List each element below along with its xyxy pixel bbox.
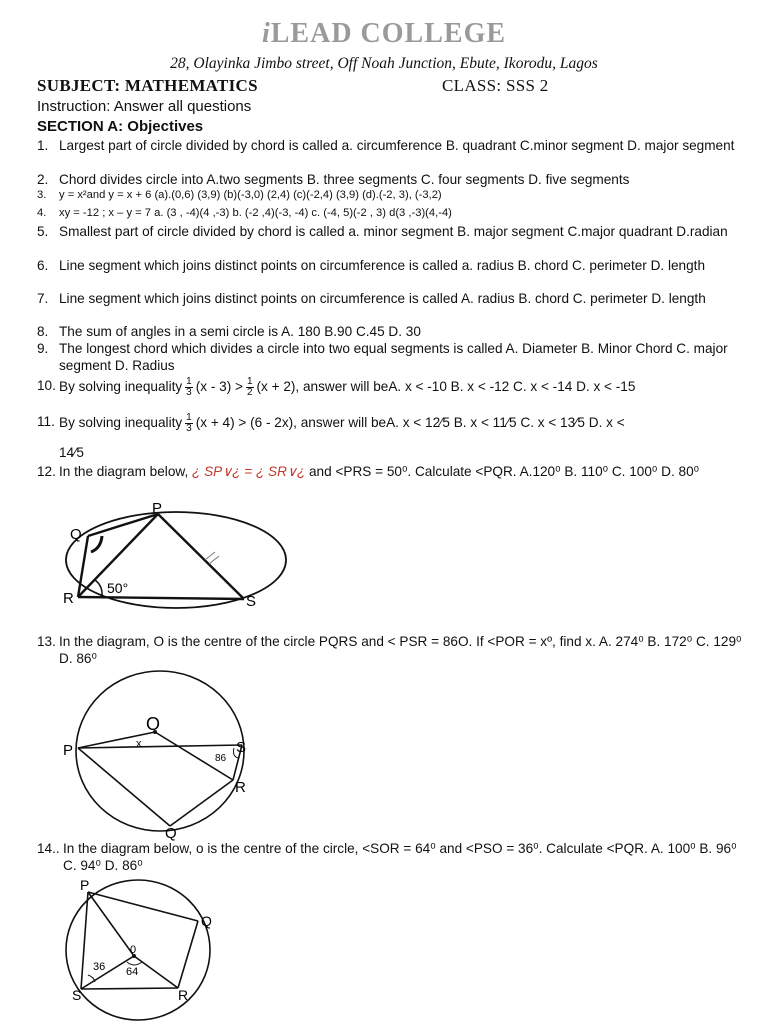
question-number: 13. xyxy=(37,634,56,649)
arc-notation: ¿ SP∨¿ = ¿ SR∨¿ xyxy=(192,464,306,479)
question-number: 3. xyxy=(37,189,47,201)
question-text: y = x²and y = x + 6 (a).(0,6) (3,9) (b)(-3,0) (2,4) (c)(-2,4) (3,9) (d).(-2, 3), (-3,2) xyxy=(59,189,442,201)
college-name xyxy=(0,18,768,50)
angle-arc-q xyxy=(91,536,102,552)
label-q: Q xyxy=(165,825,177,842)
question-number: 4. xyxy=(37,207,47,219)
label-s: S xyxy=(246,593,257,610)
label-p: P xyxy=(80,877,90,893)
label-p: P xyxy=(63,742,74,759)
question-8 xyxy=(37,323,749,340)
question-text: The sum of angles in a semi circle is A. 180 B.90 C.45 D. 30 xyxy=(59,324,421,339)
question-number: 2. xyxy=(37,172,49,187)
question-text: The longest chord which divides a circle into two equal segments is called A. Diameter B. Minor Chord C. major segment D. Radius xyxy=(59,341,728,373)
question-9 xyxy=(37,340,749,374)
question-13 xyxy=(37,633,749,667)
label-r: R xyxy=(178,987,189,1003)
question-text-part: and <PRS = 50⁰. Calculate <PQR. A.120⁰ B. 110⁰ C. 100⁰ D. 80⁰ xyxy=(308,464,700,479)
label-angle-50: 50° xyxy=(107,580,129,596)
question-12 xyxy=(37,463,749,480)
chord-ps xyxy=(158,514,244,599)
question-text-part: In the diagram below, xyxy=(59,464,189,479)
question-text: In the diagram, O is the centre of the circle PQRS and < PSR = 86O. If <POR = xº, find x. A. 274⁰ B. 172⁰ C. 129⁰ D. 86⁰ xyxy=(59,634,742,666)
fraction-numerator: 1 xyxy=(186,412,192,423)
fraction xyxy=(185,413,193,434)
college-name-prefix: i xyxy=(261,18,271,49)
question-7 xyxy=(37,290,749,307)
question-text: Chord divides circle into A.two segments B. three segments C. four segments D. five segments xyxy=(59,172,630,187)
fraction-denominator: 2 xyxy=(246,387,253,398)
question-text-part: By solving inequality xyxy=(59,379,183,395)
question-5 xyxy=(37,223,749,240)
chord-pq xyxy=(88,892,198,921)
question-4 xyxy=(37,206,749,221)
radius-op xyxy=(78,732,155,748)
equal-mark xyxy=(205,552,215,560)
label-angle-64: 64 xyxy=(126,966,139,978)
question-number: 10. xyxy=(37,378,56,393)
question-1 xyxy=(37,137,749,154)
label-r: R xyxy=(63,590,74,607)
question-text: Line segment which joins distinct points on circumference is called a. radius B. chord C. perimeter D. length xyxy=(59,258,706,273)
angle-arc-o xyxy=(127,962,142,965)
question-3 xyxy=(37,188,749,203)
question-2 xyxy=(37,171,749,188)
question-14 xyxy=(37,840,749,874)
chord-ps xyxy=(78,745,242,748)
label-o: O xyxy=(146,714,161,734)
question-number: 11. xyxy=(37,414,55,429)
question-number: 5. xyxy=(37,224,49,239)
instruction-text: Instruction: Answer all questions xyxy=(37,98,252,115)
subject-label: SUBJECT: MATHEMATICS xyxy=(37,76,258,95)
question-number: 6. xyxy=(37,258,49,273)
question-text xyxy=(59,463,749,480)
label-r: R xyxy=(235,779,246,796)
question-text: Largest part of circle divided by chord is called a. circumference B. quadrant C.minor segment D. major segment xyxy=(59,138,735,153)
question-text: Smallest part of circle divided by chord is called a. minor segment B. major segment C.major quadrant D.radian xyxy=(59,224,728,239)
fraction-numerator: 1 xyxy=(246,376,253,387)
diagram-q14 xyxy=(58,876,233,1021)
fraction-denominator: 3 xyxy=(186,387,192,398)
diagram-q13 xyxy=(60,664,260,842)
question-text-part: (x + 2), answer will beA. x < -10 B. x < -12 C. x < -14 D. x < -15 xyxy=(256,379,636,395)
question-11 xyxy=(37,413,749,434)
chord-sr xyxy=(81,988,178,989)
question-text: In the diagram below, o is the centre of the circle, <SOR = 64⁰ and <PSO = 36⁰. Calculate <PQR. A. 100⁰ B. 96⁰ C. 94⁰ D. 86⁰ xyxy=(63,841,737,873)
chord-qr xyxy=(178,921,198,988)
label-q: Q xyxy=(70,526,82,543)
question-text: Line segment which joins distinct points on circumference is called A. radius B. chord C. perimeter D. length xyxy=(59,291,706,306)
chord-pq xyxy=(78,748,170,826)
question-number: 12. xyxy=(37,464,56,479)
label-q: Q xyxy=(201,913,212,929)
question-text: xy = -12 ; x – y = 7 a. (3 , -4)(4 ,-3) b. (-2 ,4)(-3, -4) c. (-4, 5)(-2 , 3) d(3 ,-3)(4,-4) xyxy=(59,207,452,219)
question-text-part: By solving inequality xyxy=(59,415,183,431)
radius-or xyxy=(134,956,178,988)
question-text xyxy=(59,413,749,434)
fraction xyxy=(246,377,254,398)
question-11-continued xyxy=(37,444,749,461)
fraction-numerator: 1 xyxy=(186,376,192,387)
question-10 xyxy=(37,377,749,398)
label-angle-86: 86 xyxy=(215,753,227,764)
college-address: 28, Olayinka Jimbo street, Off Noah Junction, Ebute, Ikorodu, Lagos xyxy=(170,55,598,72)
chord-rs xyxy=(78,597,244,599)
question-text-part: (x + 4) > (6 - 2x), answer will beA. x < 12⁄5 B. x < 11⁄5 C. x < 13⁄5 D. x < xyxy=(195,415,625,431)
class-label: CLASS: SSS 2 xyxy=(442,76,549,95)
question-number: 9. xyxy=(37,341,49,356)
fraction xyxy=(185,377,193,398)
label-angle-36: 36 xyxy=(93,961,106,973)
section-heading: SECTION A: Objectives xyxy=(37,118,204,135)
question-text-part: 14⁄5 xyxy=(59,445,84,460)
label-s: S xyxy=(72,987,82,1003)
question-number: 1. xyxy=(37,138,49,153)
fraction-denominator: 3 xyxy=(186,423,192,434)
college-name-main: LEAD COLLEGE xyxy=(270,18,507,49)
question-6 xyxy=(37,257,749,274)
question-text-part: (x - 3) > xyxy=(195,379,243,395)
label-p: P xyxy=(152,500,163,517)
question-text xyxy=(59,377,749,398)
question-number: 8. xyxy=(37,324,49,339)
label-s: S xyxy=(236,739,247,756)
diagram-q12 xyxy=(55,498,295,613)
circle xyxy=(76,671,247,831)
label-o: 0 xyxy=(130,944,137,956)
equal-mark xyxy=(209,556,219,564)
label-x: x xyxy=(136,738,142,750)
question-number: 14.. xyxy=(37,841,60,856)
question-number: 7. xyxy=(37,291,49,306)
